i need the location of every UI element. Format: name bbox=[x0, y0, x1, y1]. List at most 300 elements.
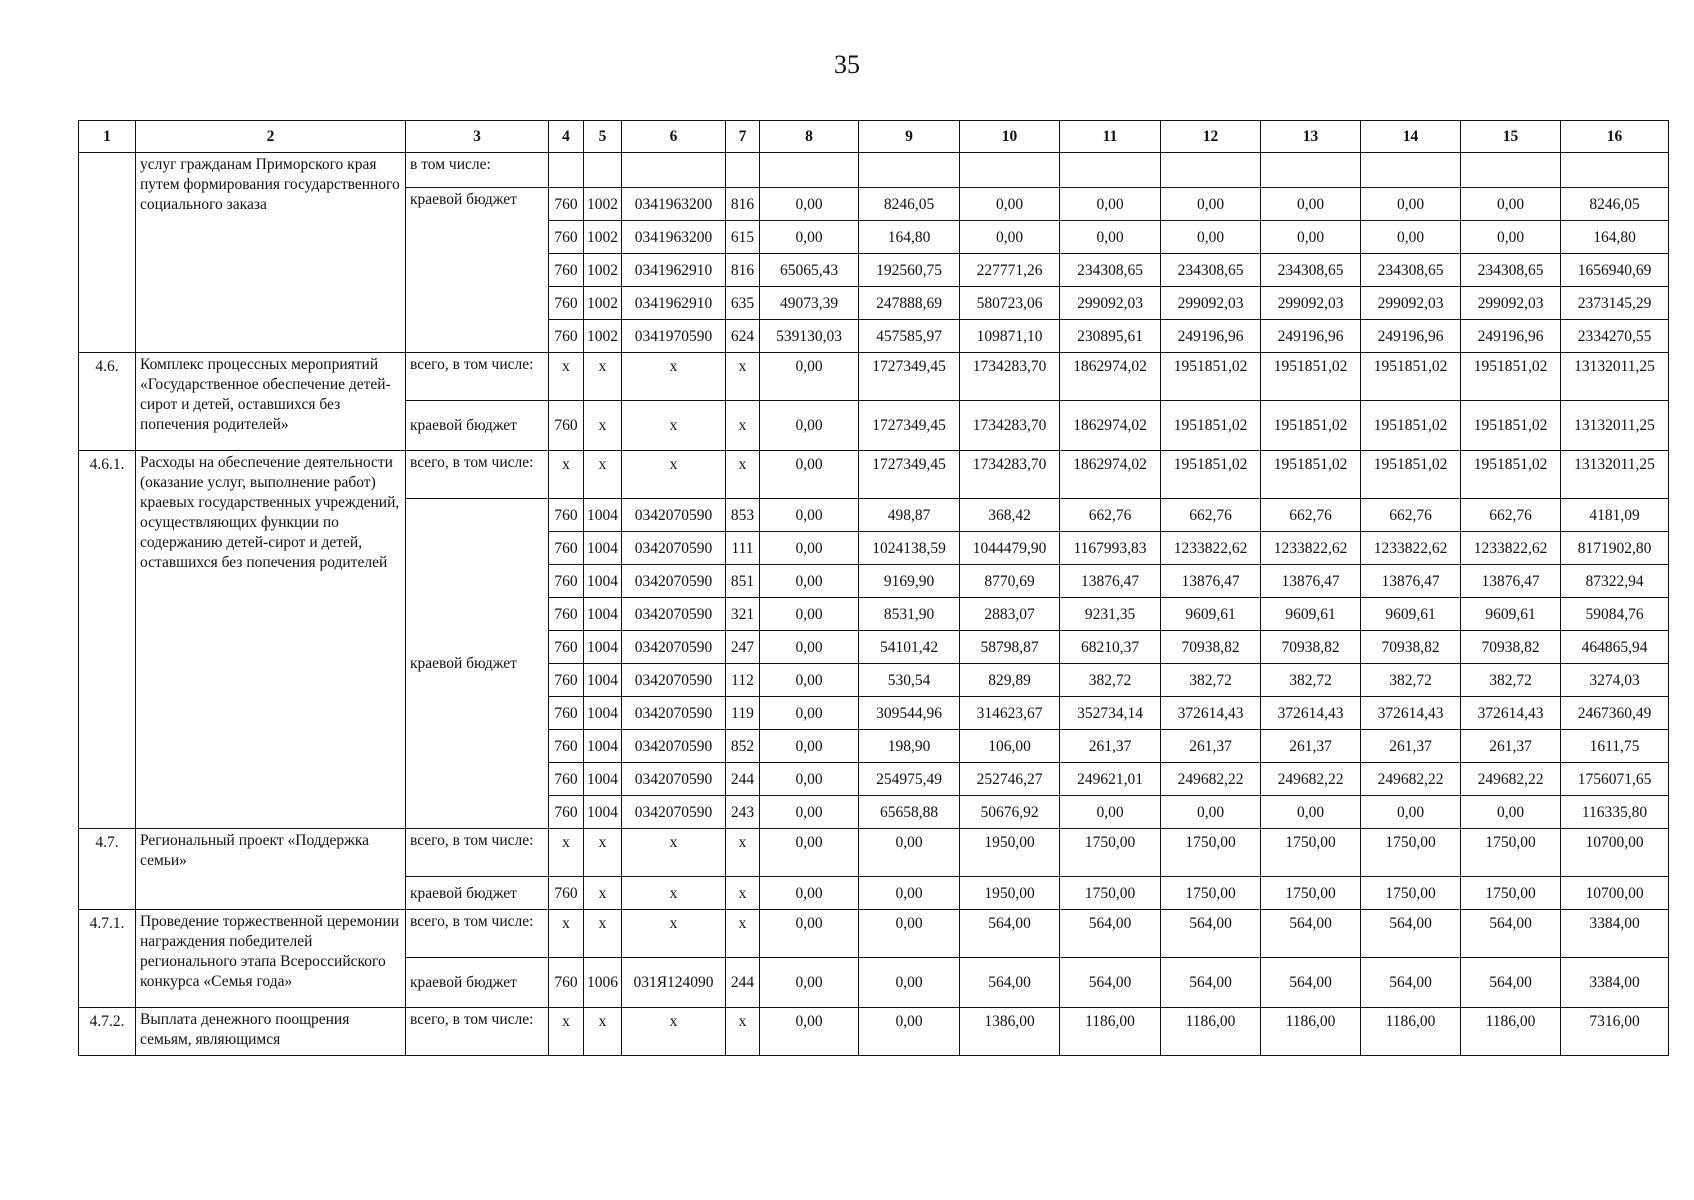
budget-table bbox=[78, 120, 1669, 1056]
table-cell: 249682,22 bbox=[1161, 763, 1261, 796]
table-cell: 498,87 bbox=[859, 499, 960, 532]
table-cell bbox=[622, 153, 726, 188]
table-cell: 1004 bbox=[584, 631, 622, 664]
table-cell bbox=[726, 153, 760, 188]
table-cell: 0342070590 bbox=[622, 598, 726, 631]
table-cell: 247888,69 bbox=[859, 287, 960, 320]
table-cell: 0,00 bbox=[760, 353, 859, 401]
table-cell: 1750,00 bbox=[1461, 877, 1561, 910]
table-cell: 1734283,70 bbox=[960, 451, 1060, 499]
table-cell: 0,00 bbox=[760, 763, 859, 796]
table-cell: 0342070590 bbox=[622, 796, 726, 829]
table-cell: 372614,43 bbox=[1261, 697, 1361, 730]
table-cell: x bbox=[622, 829, 726, 877]
table-cell bbox=[1261, 153, 1361, 188]
row-number-cell bbox=[79, 153, 136, 353]
table-cell: 299092,03 bbox=[1161, 287, 1261, 320]
table-cell: 249196,96 bbox=[1261, 320, 1361, 353]
table-cell: 372614,43 bbox=[1361, 697, 1461, 730]
table-cell: 1727349,45 bbox=[859, 401, 960, 451]
table-cell: 0341963200 bbox=[622, 221, 726, 254]
table-cell: 1950,00 bbox=[960, 877, 1060, 910]
table-cell: 1233822,62 bbox=[1461, 532, 1561, 565]
table-cell: 0,00 bbox=[760, 877, 859, 910]
table-cell: 1750,00 bbox=[1261, 829, 1361, 877]
table-cell: 13132011,25 bbox=[1561, 451, 1669, 499]
table-cell: 1004 bbox=[584, 532, 622, 565]
table-cell: x bbox=[622, 401, 726, 451]
table-cell: 0,00 bbox=[760, 188, 859, 221]
table-cell: 372614,43 bbox=[1161, 697, 1261, 730]
table-cell: 760 bbox=[549, 188, 584, 221]
table-cell: 0,00 bbox=[760, 730, 859, 763]
table-cell: 234308,65 bbox=[1461, 254, 1561, 287]
column-number-row bbox=[79, 121, 1669, 153]
column-header: 11 bbox=[1060, 121, 1161, 153]
table-cell bbox=[1461, 153, 1561, 188]
table-cell: 368,42 bbox=[960, 499, 1060, 532]
table-cell: 1734283,70 bbox=[960, 353, 1060, 401]
table-cell: 0,00 bbox=[1060, 221, 1161, 254]
table-cell: 0,00 bbox=[760, 829, 859, 877]
table-cell: 539130,03 bbox=[760, 320, 859, 353]
column-header: 15 bbox=[1461, 121, 1561, 153]
table-cell: 1233822,62 bbox=[1261, 532, 1361, 565]
table-cell: 1002 bbox=[584, 287, 622, 320]
table-cell: 1951851,02 bbox=[1161, 401, 1261, 451]
table-cell: 0,00 bbox=[760, 1008, 859, 1056]
column-header: 1 bbox=[79, 121, 136, 153]
column-header: 7 bbox=[726, 121, 760, 153]
table-cell: 1750,00 bbox=[1361, 829, 1461, 877]
table-cell: 0,00 bbox=[859, 958, 960, 1008]
table-cell: 1002 bbox=[584, 320, 622, 353]
table-cell: 382,72 bbox=[1261, 664, 1361, 697]
table-cell: 249196,96 bbox=[1361, 320, 1461, 353]
table-cell: 0,00 bbox=[1361, 188, 1461, 221]
table-cell: 1951851,02 bbox=[1161, 451, 1261, 499]
table-cell: 564,00 bbox=[1461, 958, 1561, 1008]
table-cell: 0,00 bbox=[760, 910, 859, 958]
table-cell: 635 bbox=[726, 287, 760, 320]
table-cell: 0,00 bbox=[960, 221, 1060, 254]
row-number: 4.6.1. bbox=[79, 451, 136, 829]
table-cell: 564,00 bbox=[1261, 910, 1361, 958]
table-cell: 234308,65 bbox=[1060, 254, 1161, 287]
table-cell: x bbox=[726, 401, 760, 451]
table-cell: 1186,00 bbox=[1161, 1008, 1261, 1056]
row-description: услуг гражданам Приморского края путем формирования государственного социального заказа bbox=[136, 153, 406, 353]
page-number: 35 bbox=[834, 50, 860, 79]
table-cell: 13876,47 bbox=[1361, 565, 1461, 598]
table-cell: 227771,26 bbox=[960, 254, 1060, 287]
table-cell: 65658,88 bbox=[859, 796, 960, 829]
table-cell: 1004 bbox=[584, 499, 622, 532]
table-cell: 760 bbox=[549, 287, 584, 320]
table-cell: 564,00 bbox=[1261, 958, 1361, 1008]
table-cell: 13876,47 bbox=[1161, 565, 1261, 598]
column-header: 4 bbox=[549, 121, 584, 153]
table-cell: 624 bbox=[726, 320, 760, 353]
table-cell: 112 bbox=[726, 664, 760, 697]
column-header: 16 bbox=[1561, 121, 1669, 153]
table-cell: 0,00 bbox=[1261, 796, 1361, 829]
table-cell: 1727349,45 bbox=[859, 451, 960, 499]
table-cell: 0342070590 bbox=[622, 730, 726, 763]
table-row bbox=[79, 153, 1669, 188]
table-cell: 662,76 bbox=[1261, 499, 1361, 532]
table-cell: 760 bbox=[549, 221, 584, 254]
table-cell: 1656940,69 bbox=[1561, 254, 1669, 287]
table-cell: 853 bbox=[726, 499, 760, 532]
table-cell: 9609,61 bbox=[1261, 598, 1361, 631]
table-cell: 1750,00 bbox=[1161, 877, 1261, 910]
table-cell: 198,90 bbox=[859, 730, 960, 763]
table-cell: 0,00 bbox=[1461, 221, 1561, 254]
column-header: 13 bbox=[1261, 121, 1361, 153]
table-cell: 0,00 bbox=[760, 499, 859, 532]
table-cell: 109871,10 bbox=[960, 320, 1060, 353]
table-cell: 1004 bbox=[584, 598, 622, 631]
row-number: 4.7.1. bbox=[79, 910, 136, 1008]
table-cell: 164,80 bbox=[859, 221, 960, 254]
table-cell: 3384,00 bbox=[1561, 910, 1669, 958]
table-cell: 314623,67 bbox=[960, 697, 1060, 730]
column-header: 9 bbox=[859, 121, 960, 153]
table-cell: 1950,00 bbox=[960, 829, 1060, 877]
table-cell: 2373145,29 bbox=[1561, 287, 1669, 320]
funding-source-label: всего, в том числе: bbox=[406, 1008, 549, 1056]
table-cell: 299092,03 bbox=[1060, 287, 1161, 320]
table-cell: 2883,07 bbox=[960, 598, 1060, 631]
row-number: 4.6. bbox=[79, 353, 136, 451]
table-cell: 0,00 bbox=[760, 401, 859, 451]
table-cell: 13876,47 bbox=[1060, 565, 1161, 598]
table-cell: 1004 bbox=[584, 697, 622, 730]
table-cell: 0,00 bbox=[1161, 796, 1261, 829]
table-cell: 0341970590 bbox=[622, 320, 726, 353]
table-row bbox=[79, 1008, 1669, 1056]
table-cell: 760 bbox=[549, 877, 584, 910]
table-cell: 249682,22 bbox=[1361, 763, 1461, 796]
table-cell: 1004 bbox=[584, 664, 622, 697]
table-cell: 1167993,83 bbox=[1060, 532, 1161, 565]
table-cell: 0342070590 bbox=[622, 664, 726, 697]
table-cell: 1862974,02 bbox=[1060, 353, 1161, 401]
table-cell: 249682,22 bbox=[1461, 763, 1561, 796]
table-cell: 261,37 bbox=[1461, 730, 1561, 763]
funding-source-label: краевой бюджет bbox=[406, 401, 549, 451]
table-cell: 615 bbox=[726, 221, 760, 254]
table-cell: 829,89 bbox=[960, 664, 1060, 697]
funding-source-label: краевой бюджет bbox=[406, 958, 549, 1008]
table-cell: 1862974,02 bbox=[1060, 401, 1161, 451]
table-cell: 1002 bbox=[584, 188, 622, 221]
table-cell: x bbox=[622, 451, 726, 499]
table-cell: x bbox=[622, 910, 726, 958]
table-cell: 352734,14 bbox=[1060, 697, 1161, 730]
row-number: 4.7.2. bbox=[79, 1008, 136, 1056]
table-cell: 299092,03 bbox=[1361, 287, 1461, 320]
row-description: Расходы на обеспечение деятельности (оказание услуг, выполнение работ) краевых государственных учреждений, осуществляющих функции по содержанию детей-сирот и детей, оставшихся без попечения родителей bbox=[136, 451, 406, 829]
table-cell: 564,00 bbox=[960, 958, 1060, 1008]
table-cell: 10700,00 bbox=[1561, 877, 1669, 910]
table-cell: 0,00 bbox=[760, 664, 859, 697]
row-number: 4.7. bbox=[79, 829, 136, 910]
table-cell: 70938,82 bbox=[1261, 631, 1361, 664]
table-cell bbox=[1060, 153, 1161, 188]
table-cell: 564,00 bbox=[1461, 910, 1561, 958]
table-cell: 1951851,02 bbox=[1261, 401, 1361, 451]
table-cell: 760 bbox=[549, 763, 584, 796]
table-cell: x bbox=[584, 451, 622, 499]
table-cell: 760 bbox=[549, 730, 584, 763]
column-header: 2 bbox=[136, 121, 406, 153]
table-cell: 662,76 bbox=[1161, 499, 1261, 532]
row-description: Комплекс процессных мероприятий «Государственное обеспечение детей-сирот и детей, оставшихся без попечения родителей» bbox=[136, 353, 406, 451]
table-cell: 8246,05 bbox=[1561, 188, 1669, 221]
table-cell: 0,00 bbox=[859, 877, 960, 910]
table-cell: 760 bbox=[549, 565, 584, 598]
table-cell: 13132011,25 bbox=[1561, 353, 1669, 401]
table-cell: 1951851,02 bbox=[1361, 353, 1461, 401]
table-cell: x bbox=[584, 910, 622, 958]
table-cell: 662,76 bbox=[1060, 499, 1161, 532]
table-cell: 244 bbox=[726, 958, 760, 1008]
table-cell: x bbox=[726, 451, 760, 499]
table-cell: 564,00 bbox=[1361, 910, 1461, 958]
table-cell: 9609,61 bbox=[1461, 598, 1561, 631]
table-cell: 816 bbox=[726, 188, 760, 221]
funding-source-label: всего, в том числе: bbox=[406, 451, 549, 499]
table-cell: 106,00 bbox=[960, 730, 1060, 763]
table-cell: 70938,82 bbox=[1361, 631, 1461, 664]
table-cell: 1750,00 bbox=[1060, 877, 1161, 910]
table-cell: 0341962910 bbox=[622, 254, 726, 287]
column-header: 8 bbox=[760, 121, 859, 153]
table-cell: 249682,22 bbox=[1261, 763, 1361, 796]
table-cell: 119 bbox=[726, 697, 760, 730]
table-cell: 1044479,90 bbox=[960, 532, 1060, 565]
table-cell: 382,72 bbox=[1060, 664, 1161, 697]
table-cell: 1611,75 bbox=[1561, 730, 1669, 763]
funding-source-label: всего, в том числе: bbox=[406, 353, 549, 401]
table-cell: 1727349,45 bbox=[859, 353, 960, 401]
column-header: 5 bbox=[584, 121, 622, 153]
table-cell: 1386,00 bbox=[960, 1008, 1060, 1056]
table-cell: 1186,00 bbox=[1361, 1008, 1461, 1056]
table-cell: 1186,00 bbox=[1261, 1008, 1361, 1056]
table-cell: 261,37 bbox=[1060, 730, 1161, 763]
table-cell: 58798,87 bbox=[960, 631, 1060, 664]
table-cell: 372614,43 bbox=[1461, 697, 1561, 730]
table-cell: 760 bbox=[549, 401, 584, 451]
table-cell: 760 bbox=[549, 532, 584, 565]
table-cell: x bbox=[726, 910, 760, 958]
table-cell: x bbox=[549, 353, 584, 401]
row-description: Выплата денежного поощрения семьям, являющимся bbox=[136, 1008, 406, 1056]
table-cell: 0,00 bbox=[760, 565, 859, 598]
column-header: 14 bbox=[1361, 121, 1461, 153]
table-cell: x bbox=[622, 877, 726, 910]
table-cell: 249196,96 bbox=[1161, 320, 1261, 353]
column-header: 12 bbox=[1161, 121, 1261, 153]
table-cell: 662,76 bbox=[1461, 499, 1561, 532]
table-cell: 1233822,62 bbox=[1361, 532, 1461, 565]
table-cell: 70938,82 bbox=[1461, 631, 1561, 664]
table-cell: 13876,47 bbox=[1461, 565, 1561, 598]
table-cell: x bbox=[622, 353, 726, 401]
table-cell: 760 bbox=[549, 664, 584, 697]
table-cell: 564,00 bbox=[1161, 958, 1261, 1008]
table-cell bbox=[859, 153, 960, 188]
table-cell: 1186,00 bbox=[1461, 1008, 1561, 1056]
table-cell: 564,00 bbox=[1060, 910, 1161, 958]
table-cell: 1756071,65 bbox=[1561, 763, 1669, 796]
table-cell: 1004 bbox=[584, 796, 622, 829]
table-cell: 1951851,02 bbox=[1161, 353, 1261, 401]
table-cell: x bbox=[726, 829, 760, 877]
table-cell: 564,00 bbox=[1161, 910, 1261, 958]
table-cell: x bbox=[584, 401, 622, 451]
table-cell: 87322,94 bbox=[1561, 565, 1669, 598]
table-cell: 760 bbox=[549, 598, 584, 631]
table-cell: 1750,00 bbox=[1461, 829, 1561, 877]
table-cell: 8246,05 bbox=[859, 188, 960, 221]
table-cell: 1002 bbox=[584, 254, 622, 287]
table-cell: 1951851,02 bbox=[1461, 451, 1561, 499]
table-cell: 851 bbox=[726, 565, 760, 598]
table-cell: 249196,96 bbox=[1461, 320, 1561, 353]
table-cell: 9231,35 bbox=[1060, 598, 1161, 631]
table-cell: 0341962910 bbox=[622, 287, 726, 320]
table-cell: 0,00 bbox=[760, 221, 859, 254]
table-cell: 116335,80 bbox=[1561, 796, 1669, 829]
table-cell bbox=[1361, 153, 1461, 188]
table-cell: 0,00 bbox=[1161, 221, 1261, 254]
table-cell: 243 bbox=[726, 796, 760, 829]
table-cell: 0342070590 bbox=[622, 697, 726, 730]
table-cell bbox=[1161, 153, 1261, 188]
table-cell: 564,00 bbox=[1361, 958, 1461, 1008]
table-cell: x bbox=[726, 353, 760, 401]
table-cell: 382,72 bbox=[1161, 664, 1261, 697]
table-cell: 0,00 bbox=[760, 796, 859, 829]
table-cell: x bbox=[549, 910, 584, 958]
table-cell: 252746,27 bbox=[960, 763, 1060, 796]
table-cell: 1024138,59 bbox=[859, 532, 960, 565]
table-cell: 1951851,02 bbox=[1261, 353, 1361, 401]
table-cell: 261,37 bbox=[1261, 730, 1361, 763]
table-cell: 382,72 bbox=[1361, 664, 1461, 697]
table-row bbox=[79, 451, 1669, 499]
table-cell: 9609,61 bbox=[1361, 598, 1461, 631]
table-cell: 8531,90 bbox=[859, 598, 960, 631]
table-cell: 0,00 bbox=[760, 532, 859, 565]
table-cell: 580723,06 bbox=[960, 287, 1060, 320]
table-cell bbox=[960, 153, 1060, 188]
table-cell: 9609,61 bbox=[1161, 598, 1261, 631]
table-cell: 760 bbox=[549, 697, 584, 730]
table-cell: 4181,09 bbox=[1561, 499, 1669, 532]
table-cell: 10700,00 bbox=[1561, 829, 1669, 877]
table-cell: 254975,49 bbox=[859, 763, 960, 796]
table-cell: 234308,65 bbox=[1361, 254, 1461, 287]
table-cell: 0,00 bbox=[1361, 796, 1461, 829]
table-cell: 3384,00 bbox=[1561, 958, 1669, 1008]
table-cell: 299092,03 bbox=[1261, 287, 1361, 320]
table-cell: 564,00 bbox=[1060, 958, 1161, 1008]
funding-source-label: краевой бюджет bbox=[406, 499, 549, 829]
table-cell: 0,00 bbox=[1461, 796, 1561, 829]
table-cell: 0342070590 bbox=[622, 763, 726, 796]
table-cell: x bbox=[584, 829, 622, 877]
table-cell: 1004 bbox=[584, 763, 622, 796]
table-cell: 3274,03 bbox=[1561, 664, 1669, 697]
table-cell bbox=[1561, 153, 1669, 188]
table-cell: 760 bbox=[549, 958, 584, 1008]
table-cell: 7316,00 bbox=[1561, 1008, 1669, 1056]
table-cell: x bbox=[584, 877, 622, 910]
table-cell: 111 bbox=[726, 532, 760, 565]
funding-source-label: в том числе: bbox=[406, 153, 549, 188]
table-cell: 1002 bbox=[584, 221, 622, 254]
table-cell: x bbox=[584, 1008, 622, 1056]
table-cell: 0,00 bbox=[760, 631, 859, 664]
table-cell: 1004 bbox=[584, 730, 622, 763]
table-cell: 1951851,02 bbox=[1261, 451, 1361, 499]
table-cell: 261,37 bbox=[1161, 730, 1261, 763]
table-cell: 0,00 bbox=[859, 829, 960, 877]
table-cell: 234308,65 bbox=[1261, 254, 1361, 287]
table-cell: 852 bbox=[726, 730, 760, 763]
table-cell: 0,00 bbox=[1060, 188, 1161, 221]
table-cell: x bbox=[726, 877, 760, 910]
table-cell: 244 bbox=[726, 763, 760, 796]
table-cell bbox=[584, 153, 622, 188]
table-cell: 0342070590 bbox=[622, 532, 726, 565]
table-cell: 464865,94 bbox=[1561, 631, 1669, 664]
table-cell: 0342070590 bbox=[622, 499, 726, 532]
table-cell: x bbox=[726, 1008, 760, 1056]
table-cell: 13876,47 bbox=[1261, 565, 1361, 598]
table-cell bbox=[760, 153, 859, 188]
table-cell: 760 bbox=[549, 320, 584, 353]
table-cell: 234308,65 bbox=[1161, 254, 1261, 287]
table-cell: 457585,97 bbox=[859, 320, 960, 353]
table-cell: 760 bbox=[549, 499, 584, 532]
table-cell: 031Я124090 bbox=[622, 958, 726, 1008]
table-row bbox=[79, 829, 1669, 877]
table-cell: 0342070590 bbox=[622, 565, 726, 598]
table-cell: 13132011,25 bbox=[1561, 401, 1669, 451]
table-cell: 0,00 bbox=[1461, 188, 1561, 221]
table-cell: 1951851,02 bbox=[1461, 353, 1561, 401]
table-cell: 59084,76 bbox=[1561, 598, 1669, 631]
table-cell: 0,00 bbox=[1060, 796, 1161, 829]
table-cell: 261,37 bbox=[1361, 730, 1461, 763]
table-cell: 0,00 bbox=[859, 910, 960, 958]
table-cell: 0,00 bbox=[859, 1008, 960, 1056]
table-cell: 1006 bbox=[584, 958, 622, 1008]
table-cell: 0342070590 bbox=[622, 631, 726, 664]
table-cell: 309544,96 bbox=[859, 697, 960, 730]
table-cell: x bbox=[584, 353, 622, 401]
table-cell: 816 bbox=[726, 254, 760, 287]
table-cell: 760 bbox=[549, 631, 584, 664]
table-cell: 0341963200 bbox=[622, 188, 726, 221]
table-cell: 662,76 bbox=[1361, 499, 1461, 532]
